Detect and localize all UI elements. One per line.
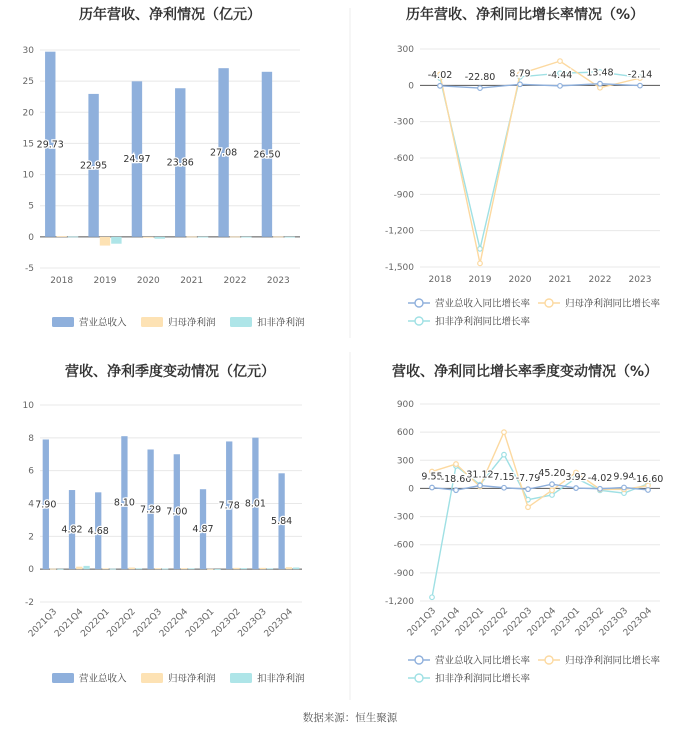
bar-deducted-profit — [198, 237, 208, 238]
x-tick-label: 2022 — [223, 276, 247, 286]
legend-label: 归母净利润同比增长率 — [565, 655, 661, 667]
point-parent-profit-growth — [550, 488, 555, 493]
bar-deducted-profit — [241, 237, 251, 238]
x-tick-label: 2023Q1 — [549, 606, 583, 639]
point-revenue-growth — [622, 485, 627, 490]
x-tick-label: 2018 — [50, 276, 74, 286]
bar-deducted-profit — [110, 569, 116, 570]
point-revenue-growth — [526, 487, 531, 492]
bar-parent-profit — [230, 237, 240, 238]
legend-marker-0 — [415, 299, 423, 307]
quarterly-revenue-profit-chart — [23, 363, 305, 685]
y-tick-label: 600 — [396, 428, 414, 439]
revenue-growth-value-label: 13.48 — [586, 67, 614, 79]
bar-deducted-profit — [111, 237, 121, 244]
x-tick-label: 2022Q1 — [79, 607, 112, 640]
legend-label: 归母净利润 — [168, 673, 216, 685]
x-tick-label: 2020 — [508, 275, 532, 285]
x-tick-label: 2020 — [136, 276, 160, 286]
point-revenue-growth — [478, 483, 483, 488]
point-revenue-growth — [598, 487, 603, 492]
annual-growth-rate-chart — [385, 6, 661, 328]
bar-parent-profit — [286, 567, 292, 569]
chart-title: 营收、净利季度变动情况（亿元） — [65, 364, 275, 380]
revenue-growth-value-label: -7.79 — [515, 473, 541, 485]
bar-parent-profit — [100, 237, 110, 246]
revenue-value-label: 5.84 — [271, 516, 293, 528]
y-tick-label: 900 — [396, 400, 414, 410]
revenue-value-label: 7.29 — [140, 504, 162, 516]
bar-parent-profit — [273, 237, 283, 238]
legend-marker-0 — [415, 656, 423, 664]
point-parent-profit-growth — [558, 59, 563, 64]
y-tick-label: -600 — [393, 540, 414, 551]
quarterly-growth-rate-chart — [385, 363, 663, 685]
point-parent-profit-growth — [502, 430, 507, 435]
point-revenue-growth — [646, 488, 651, 493]
x-tick-label: 2022Q2 — [477, 606, 511, 639]
revenue-growth-value-label: 7.15 — [493, 471, 515, 483]
x-tick-label: 2021 — [180, 276, 204, 286]
revenue-growth-value-label: 31.12 — [466, 469, 494, 481]
x-tick-label: 2021Q4 — [53, 607, 86, 640]
point-deducted-profit-growth — [478, 247, 483, 252]
revenue-growth-value-label: -18.66 — [440, 474, 472, 486]
bar-parent-profit — [155, 568, 161, 569]
legend-marker-1 — [545, 656, 553, 664]
y-tick-label: 5 — [28, 201, 34, 212]
revenue-value-label: 27.08 — [209, 147, 238, 159]
y-tick-label: -1,200 — [384, 597, 414, 607]
x-tick-label: 2022Q4 — [525, 606, 559, 639]
x-tick-label: 2023Q3 — [597, 606, 631, 639]
revenue-growth-value-label: -4.44 — [547, 69, 573, 81]
bar-deducted-profit — [83, 566, 89, 569]
point-revenue-growth — [518, 82, 523, 87]
y-tick-label: 30 — [22, 46, 34, 56]
x-tick-label: 2023Q1 — [184, 607, 217, 640]
legend-label: 扣非净利润 — [257, 673, 305, 685]
bar-parent-profit — [76, 567, 82, 569]
point-revenue-growth — [598, 81, 603, 86]
revenue-growth-value-label: -2.14 — [627, 69, 653, 81]
x-tick-label: 2023Q4 — [621, 606, 655, 639]
revenue-value-label: 22.95 — [79, 160, 108, 172]
legend-marker-1 — [545, 299, 553, 307]
y-tick-label: 15 — [22, 139, 34, 150]
bar-deducted-profit — [162, 569, 168, 570]
revenue-value-label: 26.50 — [253, 149, 281, 161]
bar-parent-profit — [129, 568, 135, 570]
point-revenue-growth — [478, 86, 483, 91]
x-tick-label: 2021 — [548, 275, 572, 285]
y-tick-label: 0 — [408, 484, 414, 495]
y-tick-label: -900 — [393, 568, 414, 579]
chart-title: 营收、净利同比增长率季度变动情况（%） — [391, 364, 659, 380]
y-tick-label: -600 — [393, 154, 414, 164]
x-tick-label: 2021Q3 — [405, 606, 439, 639]
x-tick-label: 2022Q1 — [453, 606, 487, 639]
point-revenue-growth — [638, 83, 643, 88]
bar-deducted-profit — [285, 237, 295, 238]
y-tick-label: -300 — [393, 117, 414, 128]
legend-swatch-0 — [52, 317, 74, 327]
revenue-value-label: 24.97 — [123, 154, 151, 166]
x-tick-label: 2021Q3 — [26, 607, 60, 640]
bar-deducted-profit — [241, 568, 247, 569]
legend-label: 营业总收入 — [79, 317, 127, 329]
revenue-growth-value-label: -4.02 — [587, 472, 613, 484]
bar-parent-profit — [50, 569, 56, 570]
bar-deducted-profit — [267, 568, 273, 569]
bar-deducted-profit — [293, 568, 299, 570]
legend-label: 营业总收入同比增长率 — [435, 655, 531, 667]
legend-swatch-2 — [230, 317, 252, 327]
point-parent-profit-growth — [478, 261, 483, 266]
bar-parent-profit — [186, 237, 196, 238]
x-tick-label: 2023Q2 — [573, 606, 607, 639]
revenue-value-label: 4.68 — [87, 525, 109, 537]
point-deducted-profit-growth — [430, 595, 435, 600]
y-tick-label: 0 — [408, 81, 414, 92]
y-tick-label: -900 — [393, 190, 414, 201]
y-tick-label: 8 — [28, 433, 34, 444]
revenue-value-label: 7.00 — [166, 506, 188, 518]
y-tick-label: 300 — [396, 456, 414, 467]
chart-title: 历年营收、净利情况（亿元） — [79, 7, 261, 23]
y-tick-label: 4 — [28, 499, 34, 510]
revenue-growth-value-label: 45.20 — [538, 468, 566, 480]
x-tick-label: 2023Q3 — [236, 607, 269, 640]
y-tick-label: 0 — [28, 232, 34, 243]
revenue-value-label: 4.87 — [192, 524, 214, 536]
y-tick-label: 6 — [28, 466, 34, 477]
legend-swatch-1 — [141, 673, 163, 683]
revenue-value-label: 23.86 — [166, 157, 194, 169]
bar-parent-profit — [143, 237, 153, 238]
legend-marker-2 — [415, 317, 423, 325]
legend-label: 归母净利润 — [168, 317, 216, 329]
point-deducted-profit-growth — [502, 452, 507, 457]
revenue-growth-value-label: 8.79 — [509, 68, 531, 80]
legend-marker-2 — [415, 674, 423, 682]
x-tick-label: 2023 — [628, 275, 652, 285]
point-revenue-growth — [574, 486, 579, 491]
legend-label: 扣非净利润同比增长率 — [435, 316, 531, 328]
bar-deducted-profit — [136, 568, 142, 569]
x-tick-label: 2022Q4 — [157, 607, 191, 640]
point-revenue-growth — [438, 84, 443, 89]
revenue-value-label: 8.01 — [244, 498, 266, 510]
bar-parent-profit — [56, 236, 66, 237]
x-tick-label: 2023Q2 — [210, 607, 243, 640]
point-revenue-growth — [430, 485, 435, 490]
annual-revenue-profit-chart — [23, 6, 305, 329]
y-tick-label: -2 — [25, 598, 34, 608]
point-deducted-profit-growth — [550, 493, 555, 498]
bar-parent-profit — [260, 568, 266, 569]
x-tick-label: 2023Q4 — [262, 607, 296, 640]
revenue-growth-value-label: 9.55 — [421, 471, 443, 483]
y-tick-label: 0 — [28, 565, 34, 576]
y-tick-label: -5 — [25, 264, 34, 274]
x-tick-label: 2019 — [93, 276, 117, 286]
y-tick-label: 10 — [22, 170, 34, 181]
bar-parent-profit — [102, 568, 108, 569]
x-tick-label: 2022Q2 — [105, 607, 138, 640]
y-tick-label: 300 — [396, 45, 414, 55]
x-tick-label: 2021Q4 — [429, 606, 463, 639]
legend-label: 归母净利润同比增长率 — [565, 298, 661, 310]
chart-title: 历年营收、净利同比增长率情况（%） — [405, 7, 645, 23]
y-tick-label: -1,200 — [384, 226, 414, 237]
x-tick-label: 2022 — [588, 275, 612, 285]
bar-parent-profit — [207, 569, 213, 570]
x-tick-label: 2022Q3 — [501, 606, 535, 639]
revenue-growth-value-label: 3.92 — [565, 472, 587, 484]
y-tick-label: 10 — [22, 401, 34, 411]
bar-deducted-profit — [57, 569, 63, 570]
point-revenue-growth — [454, 488, 459, 493]
legend-swatch-2 — [230, 673, 252, 683]
y-tick-label: 25 — [22, 77, 34, 88]
point-revenue-growth — [550, 482, 555, 487]
legend-label: 营业总收入同比增长率 — [435, 298, 531, 310]
bar-deducted-profit — [188, 568, 194, 569]
bar-parent-profit — [181, 568, 187, 569]
point-revenue-growth — [558, 84, 563, 89]
point-parent-profit-growth — [454, 462, 459, 467]
point-parent-profit-growth — [526, 505, 531, 510]
bar-parent-profit — [233, 568, 239, 569]
bar-deducted-profit — [68, 237, 78, 238]
legend-label: 扣非净利润同比增长率 — [435, 673, 531, 685]
revenue-value-label: 8.10 — [113, 497, 135, 509]
bar-deducted-profit — [155, 237, 165, 239]
revenue-value-label: 7.90 — [35, 499, 57, 511]
x-tick-label: 2022Q3 — [131, 607, 165, 640]
x-tick-label: 2018 — [428, 275, 452, 285]
revenue-value-label: 4.82 — [61, 524, 83, 536]
y-tick-label: 2 — [28, 532, 34, 543]
y-tick-label: -1,500 — [384, 263, 414, 273]
revenue-growth-value-label: -22.80 — [464, 72, 496, 84]
legend-swatch-1 — [141, 317, 163, 327]
data-source-note: 数据来源：恒生聚源 — [302, 712, 398, 724]
y-tick-label: 20 — [22, 108, 34, 119]
revenue-growth-value-label: -4.02 — [427, 69, 453, 81]
y-tick-label: -300 — [393, 512, 414, 523]
line-parent-profit-growth — [440, 61, 640, 263]
revenue-value-label: 7.78 — [218, 500, 240, 512]
revenue-growth-value-label: 9.94 — [613, 471, 635, 483]
x-tick-label: 2019 — [468, 275, 492, 285]
legend-label: 营业总收入 — [79, 673, 127, 685]
bar-deducted-profit — [214, 569, 220, 570]
legend-swatch-0 — [52, 673, 74, 683]
revenue-value-label: 29.73 — [36, 139, 64, 151]
legend-label: 扣非净利润 — [257, 317, 305, 329]
revenue-growth-value-label: -16.60 — [632, 473, 664, 485]
point-revenue-growth — [502, 485, 507, 490]
x-tick-label: 2023 — [266, 276, 290, 286]
